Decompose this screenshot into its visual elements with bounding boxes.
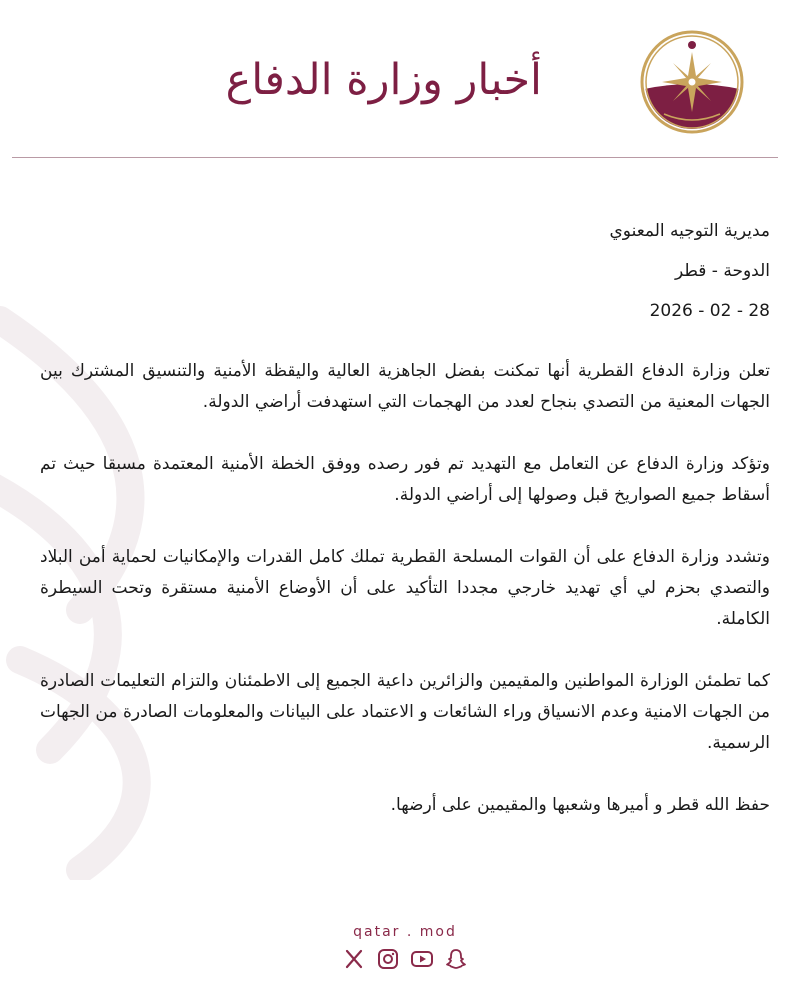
paragraph-3: وتشدد وزارة الدفاع على أن القوات المسلحة القطرية تملك كامل القدرات والإمكانيات لحماية أمن البلاد والتصدي بحزم لي أي تهديد خارجي مجددا التأكيد على أن الأوضاع الأمنية مستقرة وتحت السيطرة الكاملة. xyxy=(40,547,770,629)
location: الدوحة - قطر xyxy=(674,261,770,281)
header-title: أخبار وزارة الدفاع xyxy=(225,55,542,105)
x-icon[interactable] xyxy=(341,946,367,972)
closing-line: حفظ الله قطر و أميرها وشعبها والمقيمين على أرضها. xyxy=(390,795,770,815)
instagram-icon[interactable] xyxy=(375,946,401,972)
footer xyxy=(0,922,810,972)
social-handle[interactable]: qatar . mod xyxy=(353,924,457,940)
paragraph-2: وتؤكد وزارة الدفاع عن التعامل مع التهديد تم فور رصده ووفق الخطة الأمنية المعتمدة مسبقا حيث تم أسقاط جميع الصواريخ قبل وصولها إلى أراضي الدولة. xyxy=(40,454,770,505)
directorate-name: مديرية التوجيه المعنوي xyxy=(609,221,770,241)
social-icons xyxy=(0,946,810,972)
paragraph-1: تعلن وزارة الدفاع القطرية أنها تمكنت بفضل الجاهزية العالية واليقظة الأمنية والتنسيق المشترك بين الجهات المعنية من التصدي بنجاح لعدد من الهجمات التي استهدفت أراضي الدولة. xyxy=(40,361,770,412)
paragraph-4: كما تطمئن الوزارة المواطنين والمقيمين والزائرين داعية الجميع إلى الاطمئنان والتزام التعليمات الصادرة من الجهات الامنية وعدم الانسياق وراء الشائعات و الاعتماد على البيانات والمعلومات الصادرة من الجهات الرسمية. xyxy=(40,671,770,753)
statement-date: 2026 - 02 - 28 xyxy=(649,301,770,321)
snapchat-icon[interactable] xyxy=(443,946,469,972)
letterhead xyxy=(0,0,810,160)
statement-content xyxy=(40,220,770,821)
qatar-moral-guidance-emblem-icon xyxy=(640,30,744,134)
header-divider xyxy=(12,157,778,158)
youtube-icon[interactable] xyxy=(409,946,435,972)
